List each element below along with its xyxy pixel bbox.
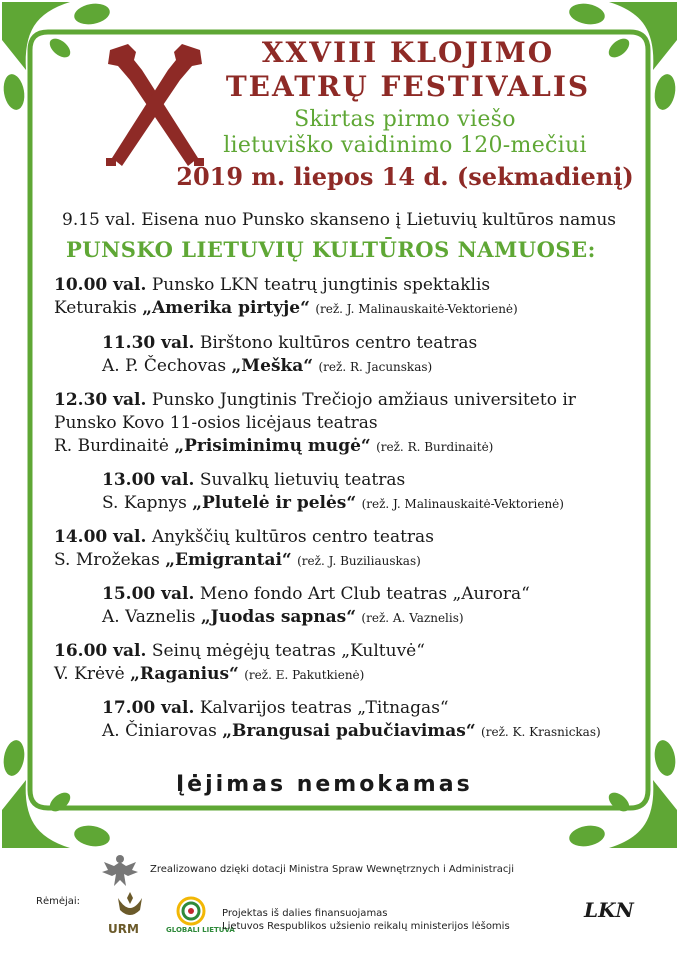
polish-eagle-emblem: [100, 850, 140, 894]
procession-text: 9.15 val. Eisena nuo Punsko skanseno į Lietuvių kultūros namus: [62, 210, 617, 230]
festival-title-line1: XXVIII KLOJIMO: [261, 36, 555, 69]
festival-title-line2: TEATRŲ FESTIVALIS: [225, 70, 591, 103]
program-item: 11.30 val. Birštono kultūros centro teatras: [102, 333, 478, 353]
program-item: 12.30 val. Punsko Jungtinis Trečiojo amžiaus universiteto ir: [54, 390, 576, 410]
program-play: A. P. Čechovas „Meška“ (rež. R. Jacunskas): [102, 356, 433, 376]
program-item: 17.00 val. Kalvarijos teatras „Titnagas“: [102, 698, 449, 718]
funding-line2: Lietuvos Respublikos užsienio reikalų ministerijos lėšomis: [222, 921, 510, 932]
festival-date: 2019 m. liepos 14 d. (sekmadienį): [176, 162, 634, 191]
program-play: S. Kapnys „Plutelė ir pelės“ (rež. J. Malinauskaitė-Vektorienė): [102, 493, 564, 513]
subtitle-line2: lietuviško vaidinimo 120-mečiui: [223, 133, 587, 158]
program-play: R. Burdinaitė „Prisiminimų mugė“ (rež. R. Burdinaitė): [54, 436, 494, 456]
program-item: 13.00 val. Suvalkų lietuvių teatras: [102, 470, 406, 490]
program-item: 14.00 val. Anykščių kultūros centro teatras: [54, 527, 434, 547]
lkn-logo: LKN: [584, 898, 634, 922]
program-play: Keturakis „Amerika pirtyje“ (rež. J. Malinauskaitė-Vektorienė): [54, 298, 518, 318]
program-item: 15.00 val. Meno fondo Art Club teatras „Aurora“: [102, 584, 530, 604]
sponsors-label: Rėmėjai:: [36, 896, 81, 907]
subtitle-line1: Skirtas pirmo viešo: [294, 107, 516, 132]
program-play: V. Krėvė „Raganius“ (rež. E. Pakutkienė): [54, 664, 365, 684]
program-play: A. Vaznelis „Juodas sapnas“ (rež. A. Vaznelis): [102, 607, 464, 627]
program-play: S. Mrožekas „Emigrantai“ (rež. J. Buziliauskas): [54, 550, 421, 570]
gl-label: GLOBALI LIETUVA: [166, 926, 235, 934]
grant-text: Zrealizowano dzięki dotacji Ministra Spraw Wewnętrznych i Administracji: [150, 864, 514, 875]
program-item: 16.00 val. Seinų mėgėjų teatras „Kultuvė“: [54, 641, 425, 661]
venue-heading: PUNSKO LIETUVIŲ KULTŪROS NAMUOSE:: [66, 237, 596, 262]
program-item-cont: Punsko Kovo 11-osios licėjaus teatras: [54, 413, 378, 433]
globali-lietuva-logo: [176, 896, 206, 930]
program-play: A. Činiarovas „Brangusai pabučiavimas“ (rež. K. Krasnickas): [102, 721, 601, 741]
time: 10.00 val.: [54, 275, 147, 295]
funding-line1: Projektas iš dalies finansuojamas: [222, 908, 388, 919]
urm-label: URM: [108, 922, 139, 936]
urm-logo: [110, 890, 150, 926]
program-item: 10.00 val. Punsko LKN teatrų jungtinis spektaklis: [54, 275, 491, 295]
free-entry-text: Įėjimas nemokamas: [176, 772, 473, 797]
